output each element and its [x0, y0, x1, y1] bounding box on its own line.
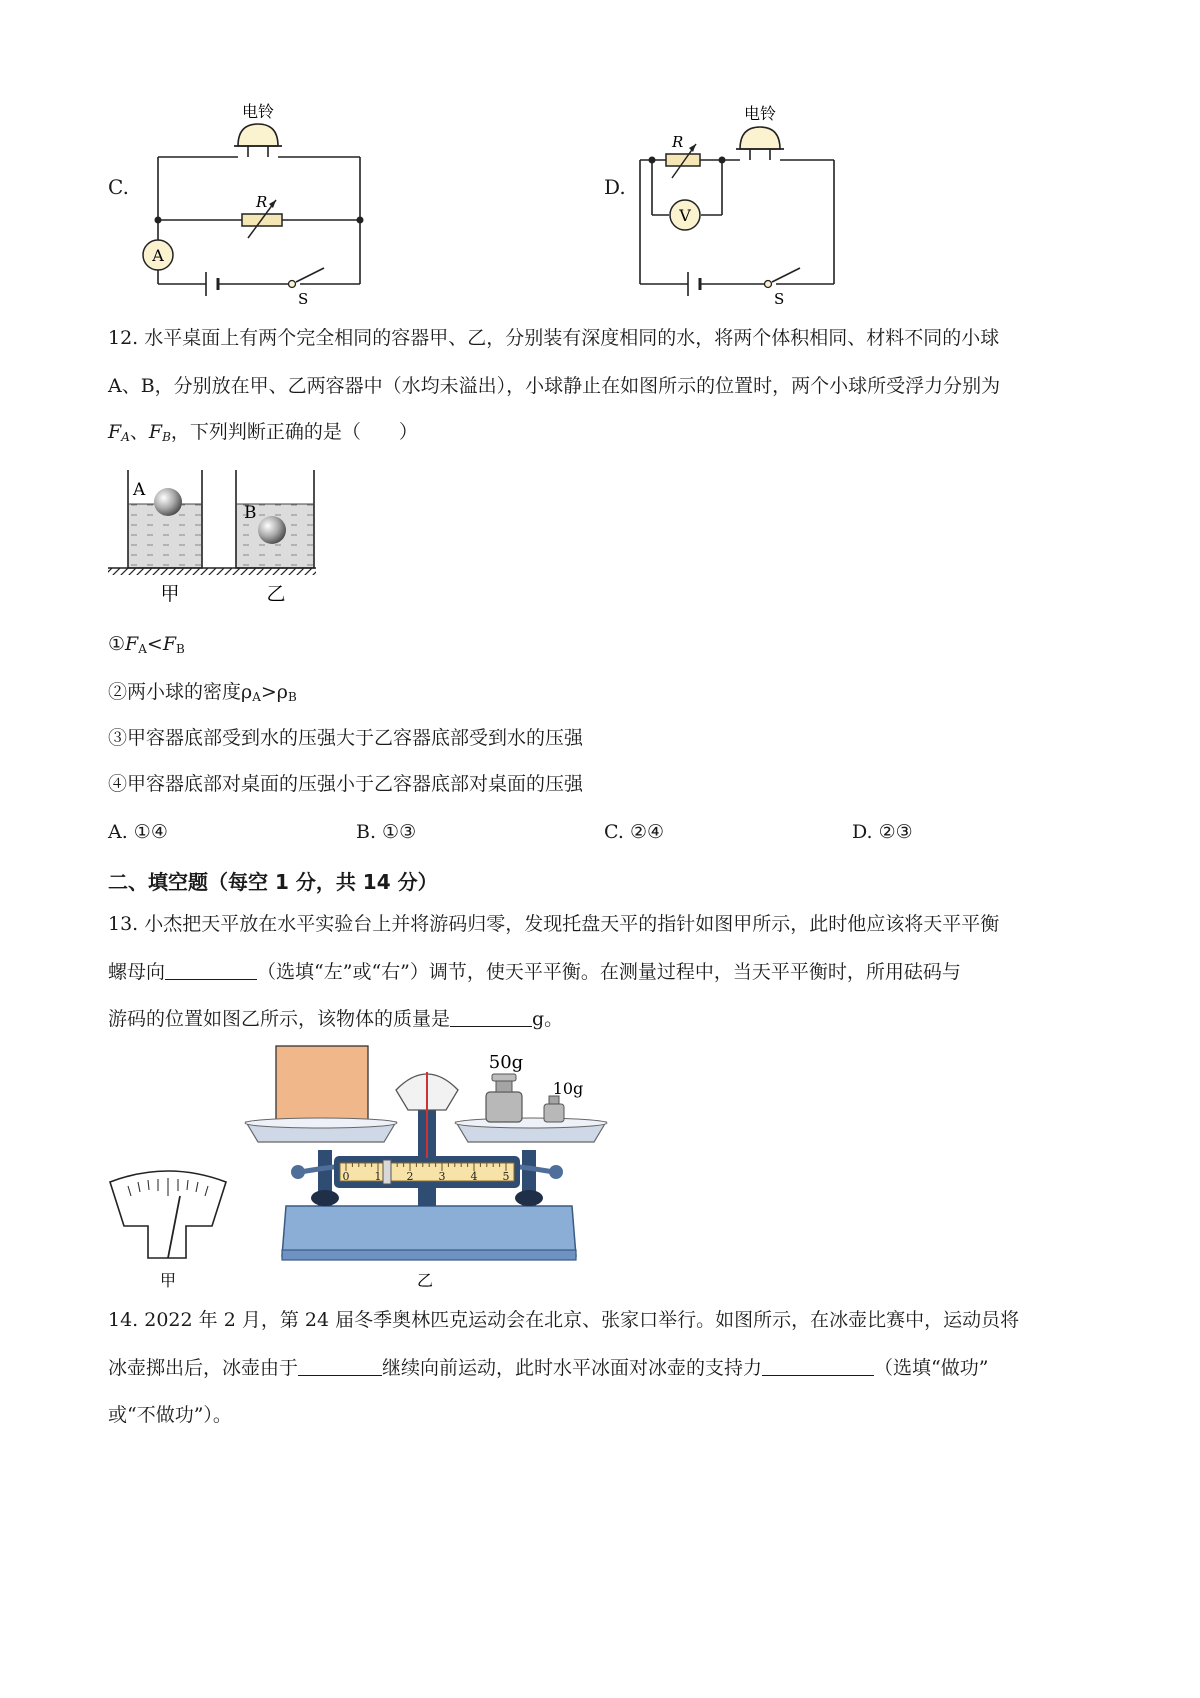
q12-choice-a: A. ①④	[108, 821, 168, 843]
balance-figure-label: 乙	[416, 1271, 434, 1290]
switch-label-d: S	[774, 290, 785, 308]
container-jia-label: 甲	[160, 583, 180, 605]
q12-statement-4: ④甲容器底部对桌面的压强小于乙容器底部对桌面的压强	[108, 773, 584, 795]
weight-50g-label: 50g	[488, 1052, 524, 1073]
q12-choice-d: D. ②③	[852, 821, 913, 843]
ball-b-label: B	[244, 503, 257, 523]
q13-line-2-b: （选填“左”或“右”）调节，使天平平衡。在测量过程中，当天平平衡时，所用砝码与	[257, 961, 961, 983]
option-c-letter: C.	[108, 175, 129, 199]
ball-a-label: A	[133, 480, 146, 500]
scale-number: 4	[470, 1170, 478, 1183]
scale-number: 2	[406, 1170, 414, 1183]
q12-line-2: A、B，分别放在甲、乙两容器中（水均未溢出），小球静止在如图所示的位置时，两个小球所受浮力分别为	[108, 375, 1001, 397]
force-symbol: F	[162, 633, 177, 655]
force-sub-a: A	[138, 642, 147, 656]
rho-sub-b: B	[287, 690, 297, 704]
q12-line-1: 12. 水平桌面上有两个完全相同的容器甲、乙，分别装有深度相同的水，将两个体积相同、材料不同的小球	[108, 327, 1000, 349]
q13-line-3-a: 游码的位置如图乙所示，该物体的质量是	[108, 1008, 451, 1030]
q12-choice-b: B. ①③	[356, 821, 417, 843]
rho-sub-a: A	[252, 690, 261, 704]
force-symbol: F	[125, 633, 139, 655]
voltmeter-label: V	[679, 206, 691, 225]
rheostat-label-c: R	[256, 193, 268, 211]
scale-number: 0	[342, 1170, 350, 1183]
q13-line-1: 13. 小杰把天平放在水平实验台上并将游码归零，发现托盘天平的指针如图甲所示，此时他应该将天平平衡	[108, 913, 1000, 935]
ammeter-label: A	[152, 246, 164, 265]
q14-line-2	[108, 1356, 988, 1380]
answer-blank-3[interactable]	[298, 1357, 382, 1376]
greater-than: >	[260, 681, 277, 703]
q14-line-2-b: 继续向前运动，此时水平冰面对冰壶的支持力	[382, 1357, 763, 1379]
scale-number: 1	[374, 1170, 382, 1183]
rheostat-label-d: R	[672, 133, 684, 151]
q12-choice-c: C. ②④	[604, 821, 665, 843]
force-sub-a: A	[121, 430, 130, 444]
bell-label-c: 电铃	[241, 102, 275, 121]
q14-line-2-c: （选填“做功”	[874, 1357, 989, 1379]
q14-line-1: 14. 2022 年 2 月，第 24 届冬季奥林匹克运动会在北京、张家口举行。如图所示，在冰壶比赛中，运动员将	[108, 1309, 1020, 1331]
stmt2-prefix: ②两小球的密度	[108, 681, 242, 703]
switch-label-c: S	[298, 290, 309, 308]
q14-line-2-a: 冰壶掷出后，冰壶由于	[108, 1357, 299, 1379]
weight-50g-icon	[486, 1074, 522, 1122]
q13-line-3-b: g。	[532, 1008, 564, 1030]
stmt1-prefix: ①	[108, 633, 126, 655]
force-sub-b: B	[176, 642, 185, 656]
pointer-figure-label: 甲	[159, 1271, 177, 1290]
q13-line-2-a: 螺母向	[108, 961, 166, 983]
answer-blank-4[interactable]	[762, 1357, 874, 1376]
weight-10g-icon	[544, 1096, 564, 1122]
scale-number: 5	[502, 1170, 510, 1183]
force-symbol: F	[148, 421, 163, 443]
rider-icon	[383, 1160, 391, 1184]
container-yi-label: 乙	[266, 583, 286, 605]
separator: 、	[129, 421, 149, 443]
option-d-letter: D.	[604, 175, 626, 199]
rho-symbol: ρ	[276, 681, 288, 703]
section-2-heading: 二、填空题（每空 1 分，共 14 分）	[108, 870, 438, 894]
q12-statement-3: ③甲容器底部受到水的压强大于乙容器底部受到水的压强	[108, 727, 584, 749]
scale-number: 3	[438, 1170, 446, 1183]
weight-10g-label: 10g	[552, 1079, 584, 1098]
bell-label-d: 电铃	[743, 104, 777, 123]
force-symbol: F	[108, 421, 122, 443]
rho-symbol: ρ	[241, 681, 253, 703]
less-than: <	[146, 633, 163, 655]
q12-line-3-tail: ，下列判断正确的是（ ）	[170, 421, 418, 443]
q14-line-3: 或“不做功”）。	[108, 1404, 232, 1426]
force-sub-b: B	[162, 430, 171, 444]
